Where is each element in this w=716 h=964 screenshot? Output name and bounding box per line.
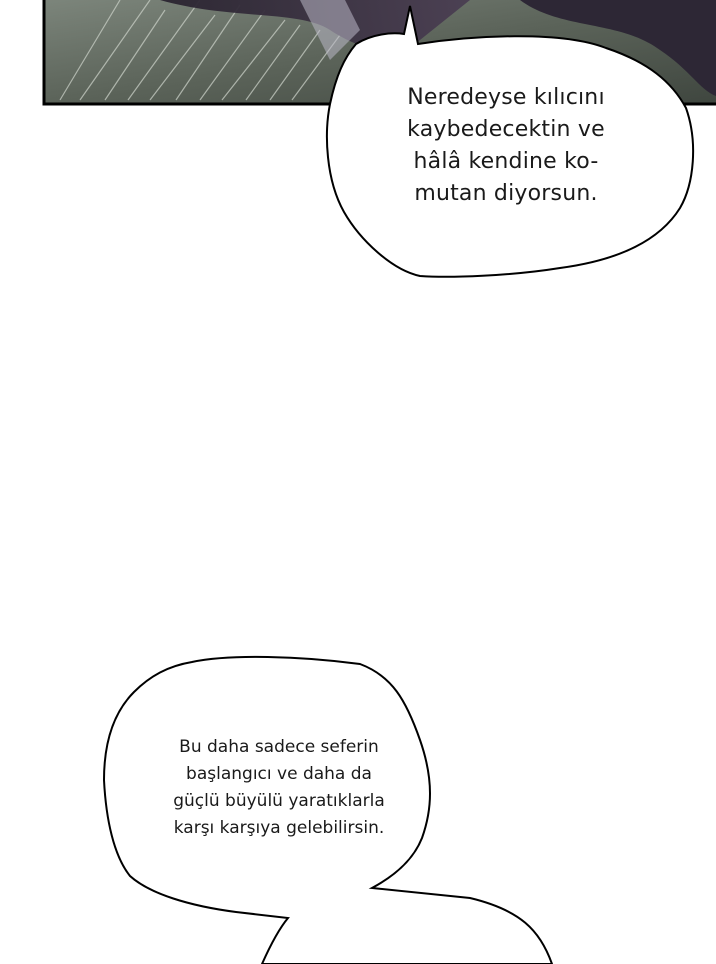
bubble-2-line: karşı karşıya gelebilirsin. bbox=[173, 818, 385, 838]
bubble-1-line: kaybedecektin ve bbox=[407, 117, 605, 142]
bubble-2-line: güçlü büyülü yaratıklarla bbox=[173, 791, 385, 811]
bubble-1-text bbox=[372, 82, 640, 210]
bubble-2-line: Bu daha sadece seferin bbox=[179, 737, 379, 757]
bubble-1-line: Neredeyse kılıcını bbox=[407, 85, 605, 110]
bubble-2-line: başlangıcı ve daha da bbox=[186, 764, 372, 784]
bubble-1-line: mutan diyorsun. bbox=[414, 181, 598, 206]
bubble-1-line: hâlâ kendine ko- bbox=[413, 149, 599, 174]
bubble-2-text bbox=[134, 734, 424, 842]
